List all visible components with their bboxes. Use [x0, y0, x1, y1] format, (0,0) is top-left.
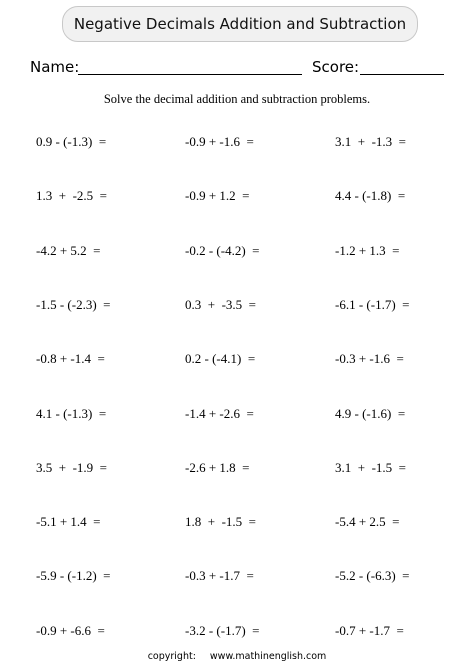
- problem-r4-c2: 0.3 + -3.5 =: [185, 297, 256, 312]
- problem-r6-c2: -1.4 + -2.6 =: [185, 406, 254, 421]
- problem-r2-c3: 4.4 - (-1.8) =: [335, 188, 406, 203]
- problem-r10-c3: -0.7 + -1.7 =: [335, 623, 404, 638]
- problem-r7-c2: -2.6 + 1.8 =: [185, 460, 250, 475]
- instructions-text: Solve the decimal addition and subtraction problems.: [103, 92, 371, 106]
- problem-r2-c2: -0.9 + 1.2 =: [185, 188, 250, 203]
- score-label: Score:: [312, 58, 360, 76]
- problem-r6-c1: 4.1 - (-1.3) =: [36, 406, 107, 421]
- problem-r7-c3: 3.1 + -1.5 =: [335, 460, 406, 475]
- footer: [0, 651, 474, 662]
- problem-r4-c1: -1.5 - (-2.3) =: [36, 297, 111, 312]
- problem-r10-c2: -3.2 - (-1.7) =: [185, 623, 260, 638]
- worksheet-title: Negative Decimals Addition and Subtraction: [62, 6, 418, 42]
- problem-r9-c1: -5.9 - (-1.2) =: [36, 568, 111, 583]
- problem-r6-c3: 4.9 - (-1.6) =: [335, 406, 406, 421]
- problem-r8-c3: -5.4 + 2.5 =: [335, 514, 400, 529]
- problem-r3-c1: -4.2 + 5.2 =: [36, 243, 101, 258]
- problem-r8-c2: 1.8 + -1.5 =: [185, 514, 256, 529]
- problem-r1-c3: 3.1 + -1.3 =: [335, 134, 406, 149]
- problem-r4-c3: -6.1 - (-1.7) =: [335, 297, 410, 312]
- problem-r3-c2: -0.2 - (-4.2) =: [185, 243, 260, 258]
- problem-r9-c3: -5.2 - (-6.3) =: [335, 568, 410, 583]
- problem-r1-c1: 0.9 - (-1.3) =: [36, 134, 107, 149]
- problem-r8-c1: -5.1 + 1.4 =: [36, 514, 101, 529]
- problem-r3-c3: -1.2 + 1.3 =: [335, 243, 400, 258]
- problem-r2-c1: 1.3 + -2.5 =: [36, 188, 107, 203]
- problem-r1-c2: -0.9 + -1.6 =: [185, 134, 254, 149]
- problem-r5-c3: -0.3 + -1.6 =: [335, 351, 404, 366]
- problem-r5-c2: 0.2 - (-4.1) =: [185, 351, 256, 366]
- problem-r5-c1: -0.8 + -1.4 =: [36, 351, 105, 366]
- problem-r7-c1: 3.5 + -1.9 =: [36, 460, 107, 475]
- problem-r9-c2: -0.3 + -1.7 =: [185, 568, 254, 583]
- footer-url: www.mathinenglish.com: [209, 651, 327, 662]
- copyright-label: copyright:: [147, 651, 196, 662]
- name-label: Name:: [30, 58, 80, 76]
- problem-r10-c1: -0.9 + -6.6 =: [36, 623, 105, 638]
